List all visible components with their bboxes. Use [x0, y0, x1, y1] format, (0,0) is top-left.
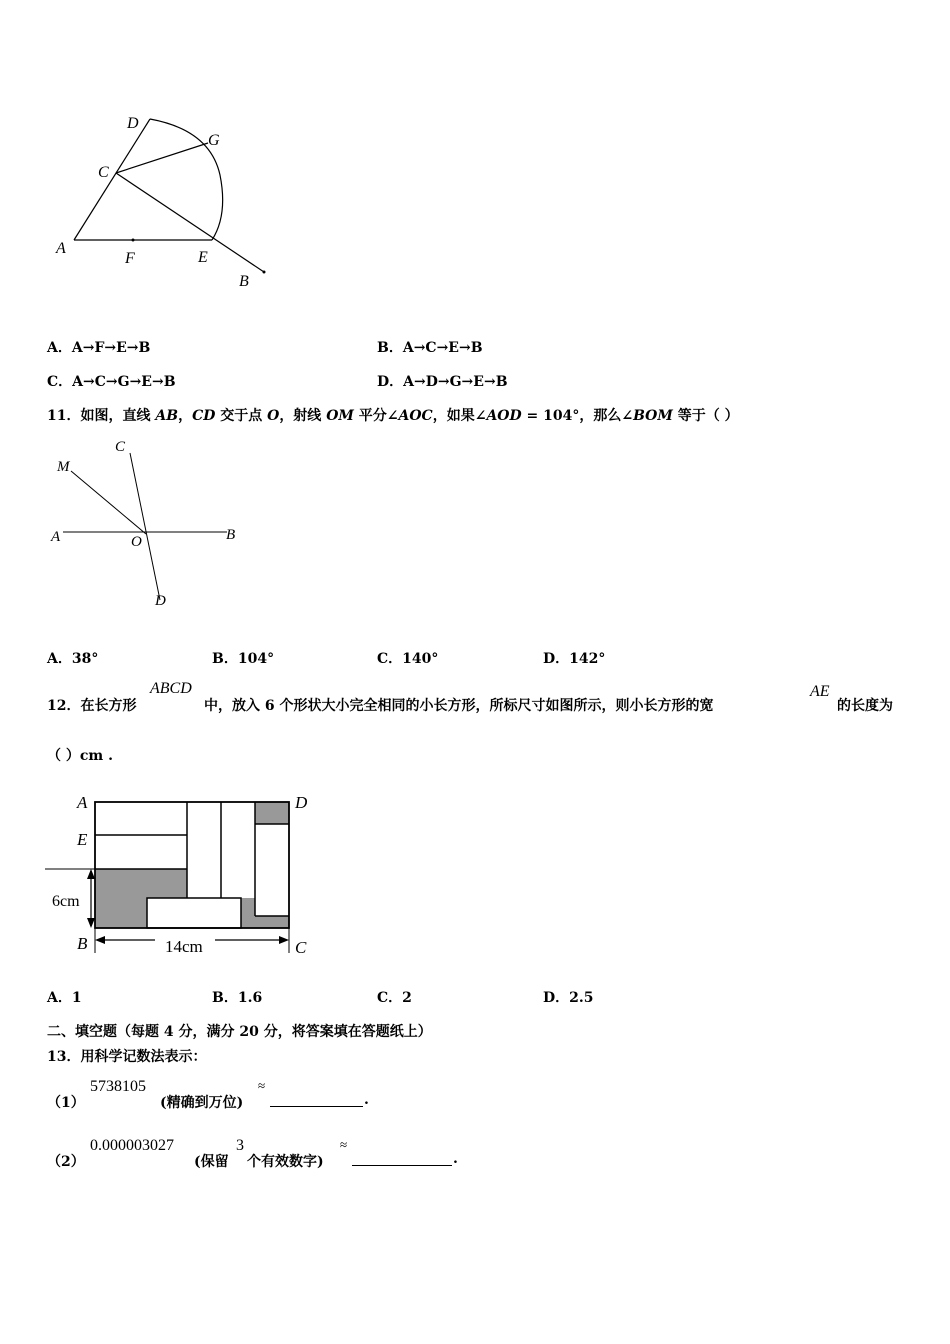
q10-option-c[interactable]	[47, 371, 176, 391]
option-letter: A．	[47, 651, 72, 667]
question-number: 13．	[47, 1049, 81, 1065]
q12-stem-part1	[47, 695, 136, 715]
q11-option-c[interactable]	[377, 648, 438, 668]
q13-part1-label: （1）	[47, 1095, 85, 1111]
option-text: 1.6	[237, 990, 263, 1006]
q12-stem-part2: 中，放入 6 个形状大小完全相同的小长方形，所标尺寸如图所示，则小长方形的宽	[204, 698, 714, 714]
option-letter: D．	[377, 374, 404, 390]
stem-text: = 104°，那么∠	[521, 408, 634, 424]
label-C: C	[115, 439, 126, 455]
option-text: A→F→E→B	[71, 340, 151, 356]
option-letter: D．	[543, 990, 570, 1006]
label-C: C	[98, 164, 109, 181]
q13-part2-answer-blank[interactable]	[352, 1151, 452, 1166]
figure-q12-rectangles	[45, 785, 325, 965]
q11-option-a[interactable]	[47, 648, 98, 668]
stem-text: 等于（ ）	[672, 408, 739, 424]
q12-option-b[interactable]	[212, 987, 262, 1007]
q13-part2-value: 0.000003027	[90, 1137, 174, 1154]
q12-option-a[interactable]	[47, 987, 82, 1007]
label-F: F	[125, 250, 135, 267]
figure-q11-lines	[45, 435, 255, 615]
stem-text: 交于点	[215, 408, 268, 424]
label-G: G	[208, 132, 220, 149]
q13-stem	[47, 1046, 206, 1066]
q11-stem	[47, 405, 739, 425]
option-letter: A．	[47, 990, 72, 1006]
q12-stem-part3: 的长度为	[837, 698, 893, 714]
label-D: D	[127, 115, 139, 132]
option-text: 1	[71, 990, 82, 1006]
q11-option-d[interactable]	[543, 648, 605, 668]
stem-text: 平分∠	[353, 408, 399, 424]
stem-math: CD	[192, 408, 216, 424]
label-A: A	[51, 529, 61, 545]
label-E: E	[198, 249, 208, 266]
stem-text: ，	[178, 408, 193, 424]
section-heading: 二、填空题（每题 4 分，满分 20 分，将答案填在答题纸上）	[47, 1024, 432, 1040]
option-letter: C．	[377, 651, 403, 667]
option-text: A→C→G→E→B	[72, 374, 176, 390]
stem-text: 如图，直线	[80, 408, 156, 424]
q13-part2-digits: 3	[236, 1137, 244, 1154]
q10-option-b[interactable]	[377, 337, 483, 357]
stem-text: 在长方形	[80, 698, 137, 714]
q12-rect-name: ABCD	[150, 680, 192, 697]
label-E: E	[77, 830, 88, 849]
q12-option-c[interactable]	[377, 987, 412, 1007]
label-B: B	[77, 934, 88, 953]
q10-option-d[interactable]	[377, 371, 508, 391]
option-letter: B．	[212, 651, 238, 667]
q13-part1-note: (精确到万位)	[160, 1095, 244, 1111]
label-C: C	[295, 938, 307, 957]
option-letter: B．	[212, 990, 238, 1006]
label-D: D	[295, 793, 308, 812]
option-letter: C．	[47, 374, 73, 390]
option-letter: D．	[543, 651, 570, 667]
q13-part2-label: （2）	[47, 1154, 85, 1170]
q13-part1-value: 5738105	[90, 1078, 146, 1095]
q13-part2-approx: ≈	[340, 1137, 348, 1152]
option-text: 104°	[237, 651, 275, 667]
option-text: 140°	[402, 651, 439, 667]
label-A: A	[56, 240, 66, 257]
label-D: D	[155, 593, 166, 609]
option-text: A→C→E→B	[402, 340, 483, 356]
q13-part1-answer-blank[interactable]	[270, 1092, 363, 1107]
stem-text: 用科学记数法表示：	[80, 1049, 207, 1065]
q10-option-a[interactable]	[47, 337, 150, 357]
stem-math: O	[267, 408, 280, 424]
label-width: 14cm	[165, 937, 203, 956]
label-B: B	[226, 527, 236, 543]
q12-width-name: AE	[810, 683, 830, 700]
option-text: A→D→G→E→B	[403, 374, 508, 390]
q13-part1-end: .	[364, 1092, 369, 1108]
label-B: B	[239, 273, 249, 290]
label-M: M	[57, 459, 70, 475]
option-text: 142°	[569, 651, 606, 667]
q12-option-d[interactable]	[543, 987, 594, 1007]
q13-part1-approx: ≈	[258, 1078, 266, 1093]
q13-part2-note-b: 个有效数字)	[247, 1154, 324, 1170]
q12-stem-line2: （ ）cm .	[47, 748, 113, 764]
option-text: 2	[402, 990, 412, 1006]
option-letter: C．	[377, 990, 403, 1006]
stem-math: AB	[155, 408, 179, 424]
stem-math: OM	[326, 408, 354, 424]
question-number: 12．	[47, 698, 81, 714]
figure-q10-geometry	[40, 105, 290, 305]
q13-part2-end: .	[453, 1151, 458, 1167]
stem-math: AOD	[486, 408, 522, 424]
stem-text: ，射线	[279, 408, 327, 424]
label-A: A	[77, 793, 88, 812]
stem-math: AOC	[398, 408, 433, 424]
question-number: 11．	[47, 408, 81, 424]
stem-text: ，如果∠	[432, 408, 487, 424]
stem-math: BOM	[633, 408, 673, 424]
q13-part2-note-a: (保留	[194, 1154, 229, 1170]
option-letter: A．	[47, 340, 72, 356]
label-O: O	[131, 534, 142, 550]
option-text: 2.5	[569, 990, 594, 1006]
option-text: 38°	[71, 651, 99, 667]
label-height: 6cm	[52, 893, 80, 910]
q11-option-b[interactable]	[212, 648, 274, 668]
option-letter: B．	[377, 340, 403, 356]
